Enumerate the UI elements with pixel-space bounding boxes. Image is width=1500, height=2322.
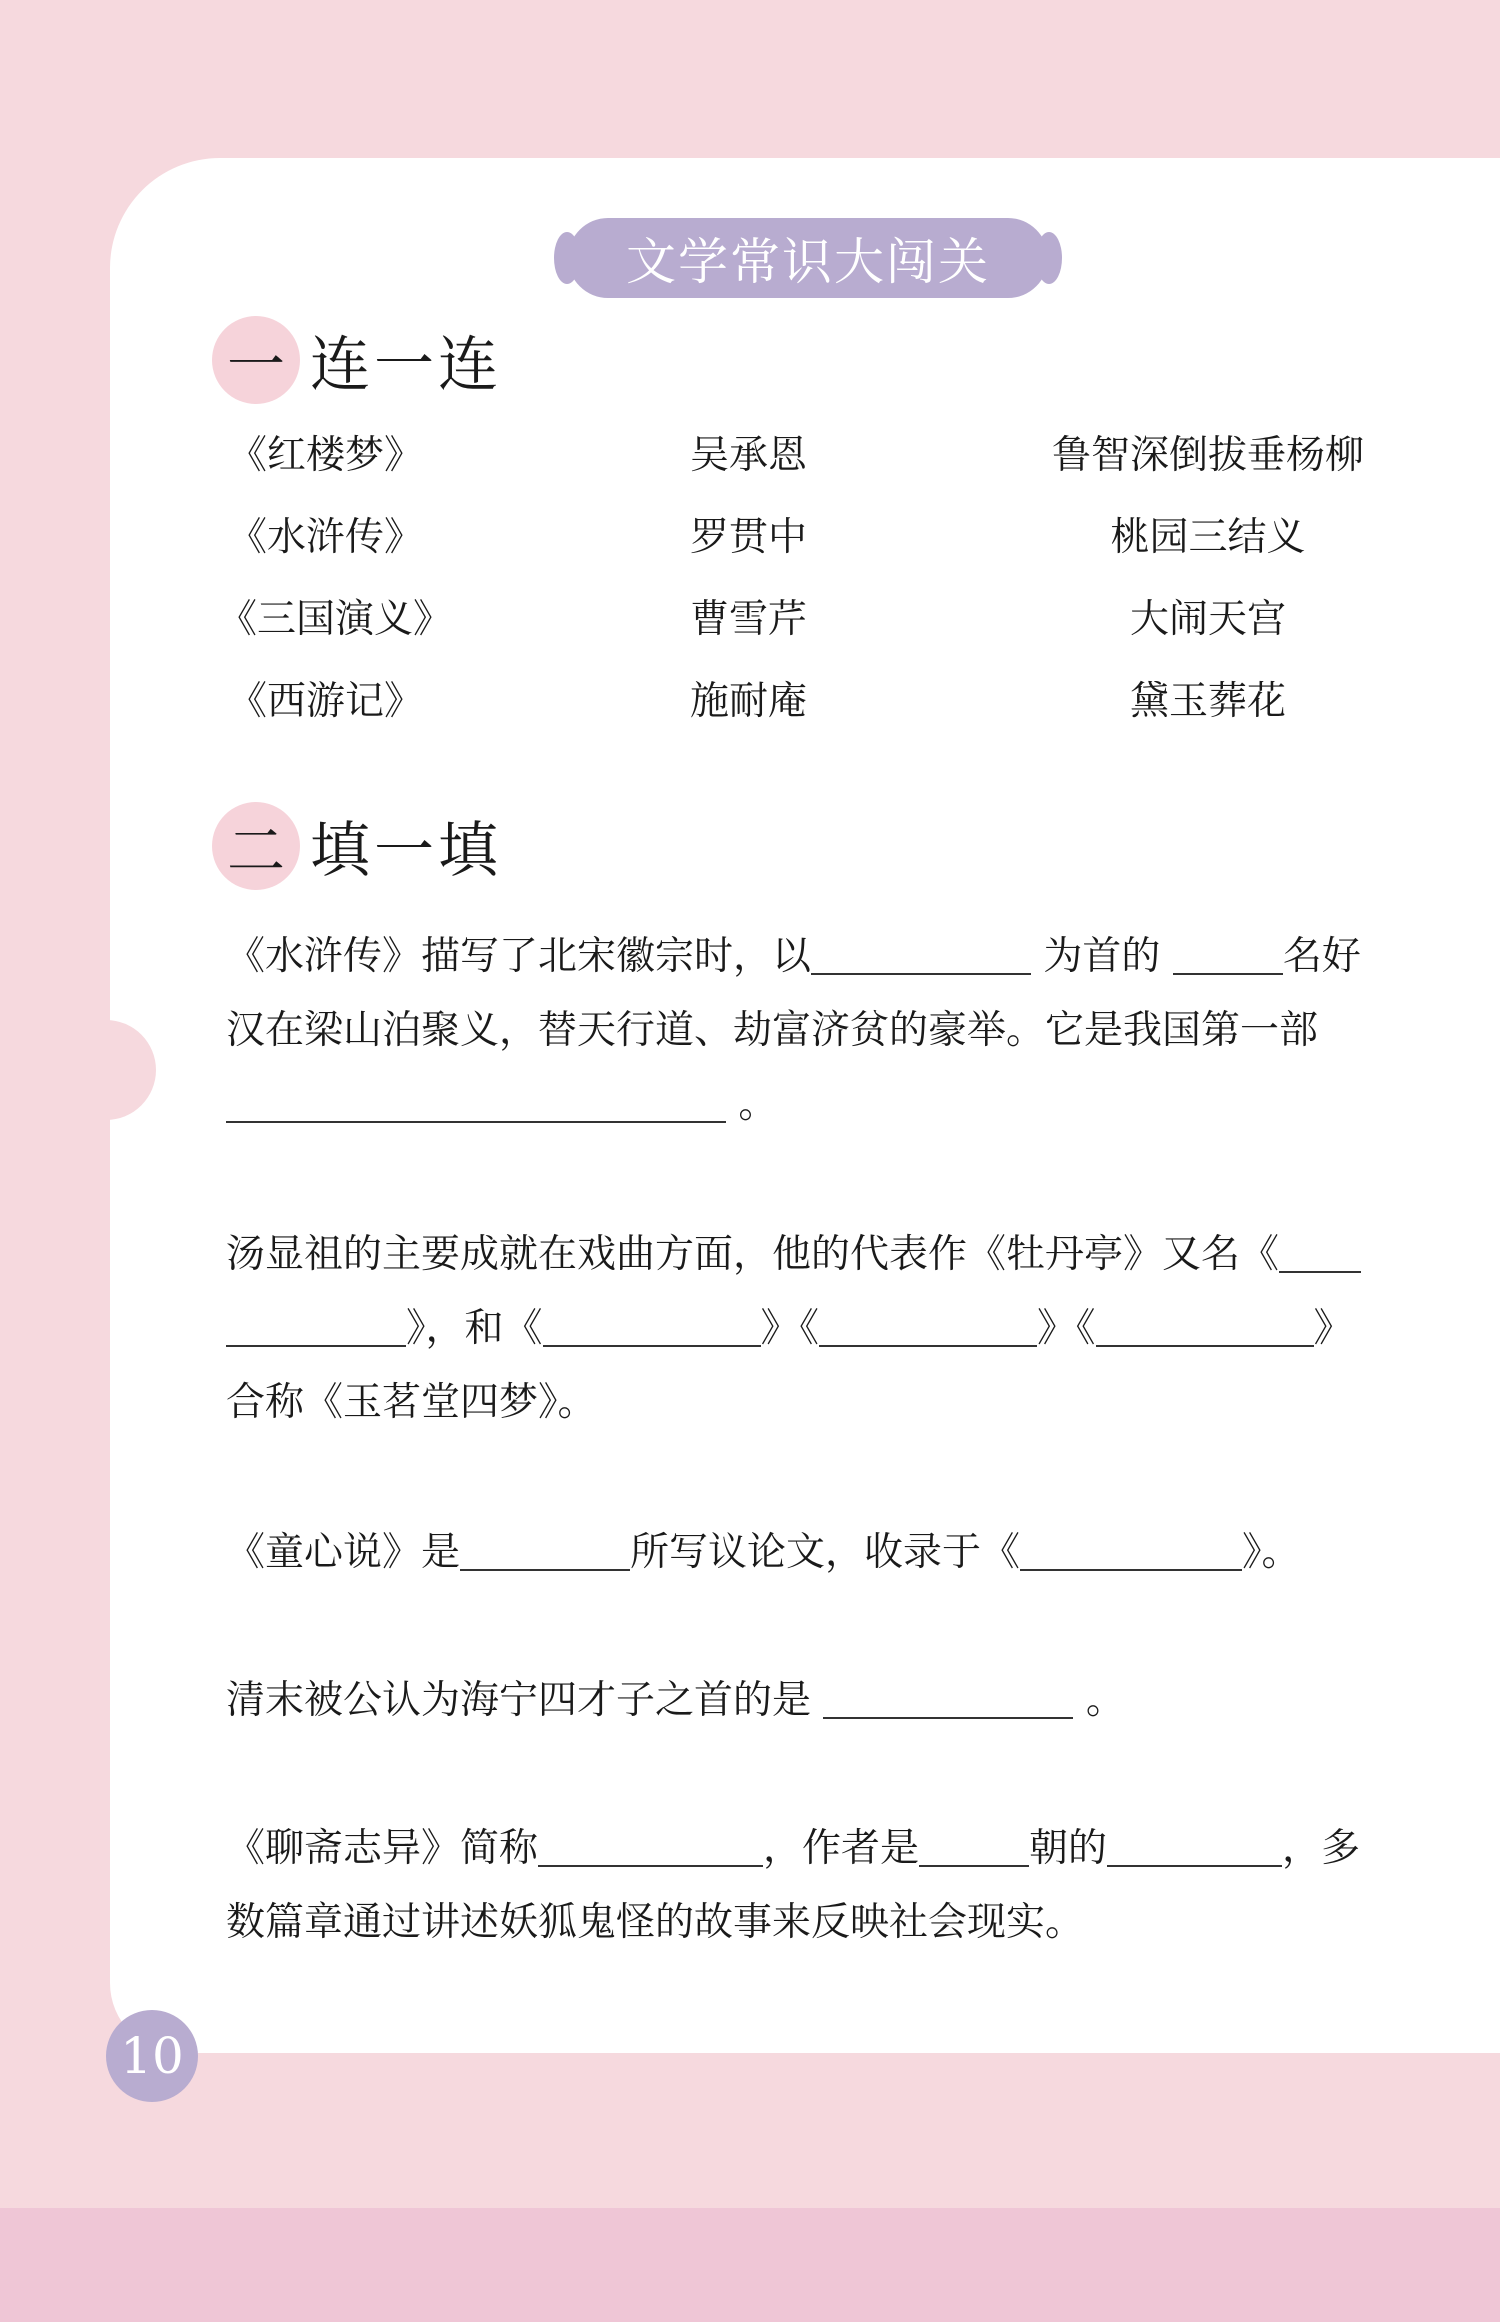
match-row <box>0 670 1500 740</box>
page-title: 文学常识大闯关 <box>568 218 1048 298</box>
match-book: 《水浒传》 <box>228 515 424 560</box>
section-1-header <box>212 310 502 410</box>
answer-blank[interactable] <box>1279 1231 1361 1273</box>
match-row <box>0 506 1500 576</box>
match-book: 《三国演义》 <box>218 597 453 642</box>
q5-text: 《聊斋志异》简称 <box>226 1826 539 1871</box>
q1-text: 为首的 <box>1043 934 1161 979</box>
q1-text: 《水浒传》描写了北宋徽宗时，以 <box>226 934 812 979</box>
match-author: 曹雪芹 <box>690 597 808 642</box>
fill-question-4 <box>226 1664 1426 1738</box>
q4-text: 。 <box>1085 1678 1125 1723</box>
match-event: 黛玉葬花 <box>1129 679 1287 724</box>
q3-text: 所写议论文，收录于《 <box>630 1530 1021 1575</box>
bottom-band <box>0 2208 1500 2322</box>
q3-text: 》。 <box>1242 1530 1301 1575</box>
q1-text: 汉在梁山泊聚义，替天行道、劫富济贫的豪举。它是我国第一部 <box>226 1008 1319 1053</box>
match-author: 吴承恩 <box>690 433 808 478</box>
answer-blank[interactable] <box>1107 1825 1282 1867</box>
section-1-number: 一 <box>212 316 300 404</box>
q2-text: 》《 <box>760 1306 820 1351</box>
answer-blank[interactable] <box>538 1825 763 1867</box>
q5-text: ，多 <box>1282 1826 1361 1871</box>
q5-text: 数篇章通过讲述妖狐鬼怪的故事来反映社会现实。 <box>226 1900 1085 1945</box>
fill-question-3 <box>226 1516 1426 1590</box>
q5-text: 朝的 <box>1029 1826 1108 1871</box>
answer-blank[interactable] <box>543 1305 761 1347</box>
match-book: 《西游记》 <box>228 679 424 724</box>
answer-blank[interactable] <box>226 1305 406 1347</box>
q5-text: ，作者是 <box>763 1826 920 1871</box>
match-author: 施耐庵 <box>690 679 808 724</box>
section-1-title: 连一连 <box>310 330 502 400</box>
section-2-header <box>212 796 502 896</box>
answer-blank[interactable] <box>1096 1305 1314 1347</box>
fill-question-2 <box>226 1218 1426 1440</box>
answer-blank[interactable] <box>823 1677 1073 1719</box>
q2-text: 》，和《 <box>406 1306 543 1351</box>
q3-text: 《童心说》是 <box>226 1530 461 1575</box>
answer-blank[interactable] <box>919 1825 1029 1867</box>
match-book: 《红楼梦》 <box>228 433 424 478</box>
answer-blank[interactable] <box>1020 1529 1242 1571</box>
answer-blank[interactable] <box>811 933 1031 975</box>
q2-text: 汤显祖的主要成就在戏曲方面，他的代表作《牡丹亭》又名《 <box>226 1232 1280 1277</box>
match-row <box>0 424 1500 494</box>
q1-text: 名好 <box>1282 934 1361 979</box>
answer-blank[interactable] <box>819 1305 1037 1347</box>
section-2-number: 二 <box>212 802 300 890</box>
section-2-title: 填一填 <box>310 816 502 886</box>
match-event: 大闹天宫 <box>1129 597 1287 642</box>
match-event: 桃园三结义 <box>1110 515 1306 560</box>
answer-blank[interactable] <box>1173 933 1283 975</box>
q4-text: 清末被公认为海宁四才子之首的是 <box>226 1678 812 1723</box>
match-event: 鲁智深倒拔垂杨柳 <box>1051 433 1365 478</box>
answer-blank[interactable] <box>226 1081 726 1123</box>
fill-question-5 <box>226 1812 1426 1960</box>
match-author: 罗贯中 <box>690 515 808 560</box>
page-number: 10 <box>106 2010 198 2102</box>
answer-blank[interactable] <box>460 1529 630 1571</box>
q1-text: 。 <box>738 1082 778 1127</box>
q2-text: 》《 <box>1037 1306 1096 1351</box>
q2-text: 》 <box>1313 1306 1353 1351</box>
q2-text: 合称《玉茗堂四梦》。 <box>226 1380 597 1425</box>
match-row <box>0 588 1500 658</box>
fill-question-1 <box>226 920 1426 1142</box>
